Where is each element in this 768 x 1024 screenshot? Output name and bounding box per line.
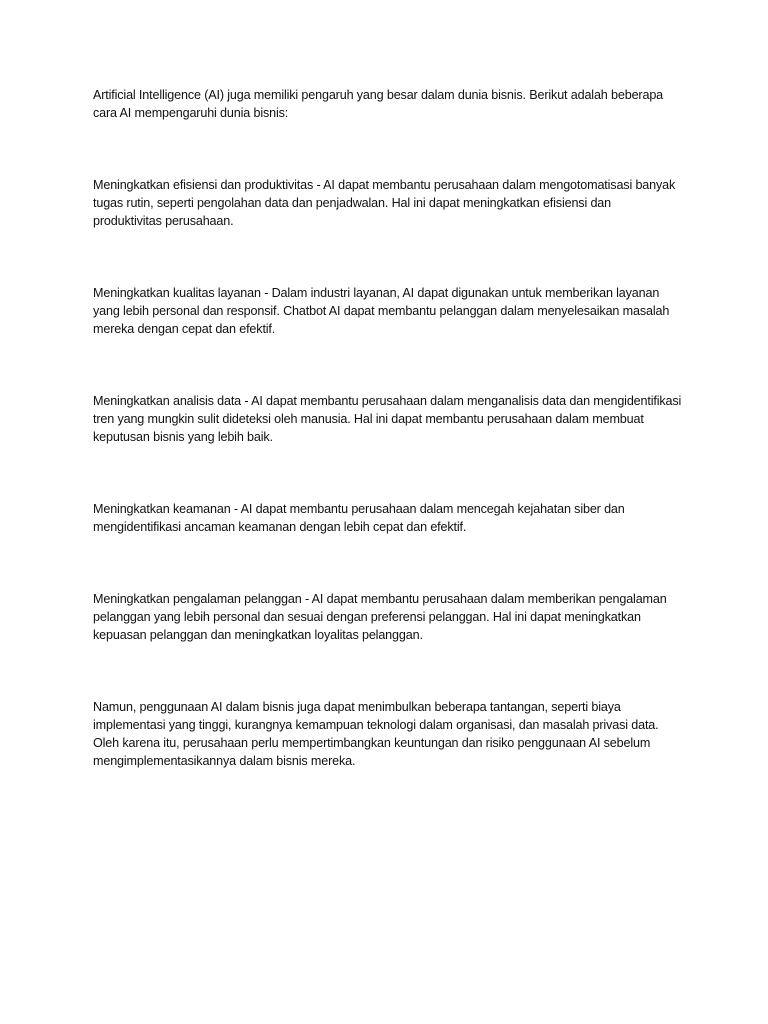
document-body	[93, 86, 683, 770]
conclusion-paragraph: Namun, penggunaan AI dalam bisnis juga dapat menimbulkan beberapa tantangan, seperti biaya implementasi yang tinggi, kurangnya kemampuan teknologi dalam organisasi, dan masalah privasi data. Oleh karena itu, perusahaan perlu mempertimbangkan keuntungan dan risiko penggunaan AI sebelum mengimplementasikannya dalam bisnis mereka.	[93, 700, 659, 768]
efficiency-paragraph: Meningkatkan efisiensi dan produktivitas - AI dapat membantu perusahaan dalam mengotomatisasi banyak tugas rutin, seperti pengolahan data dan penjadwalan. Hal ini dapat meningkatkan efisiensi dan produktivitas perusahaan.	[93, 178, 676, 228]
customer-experience-paragraph: Meningkatkan pengalaman pelanggan - AI dapat membantu perusahaan dalam memberikan pengalaman pelanggan yang lebih personal dan sesuai dengan preferensi pelanggan. Hal ini dapat meningkatkan kepuasan pelanggan dan meningkatkan loyalitas pelanggan.	[93, 592, 667, 642]
security-paragraph: Meningkatkan keamanan - AI dapat membantu perusahaan dalam mencegah kejahatan siber dan mengidentifikasi ancaman keamanan dengan lebih cepat dan efektif.	[93, 502, 625, 534]
service-quality-paragraph: Meningkatkan kualitas layanan - Dalam industri layanan, AI dapat digunakan untuk memberikan layanan yang lebih personal dan responsif. Chatbot AI dapat membantu pelanggan dalam menyelesaikan masalah mereka dengan cepat dan efektif.	[93, 286, 670, 336]
data-analysis-paragraph: Meningkatkan analisis data - AI dapat membantu perusahaan dalam menganalisis data dan mengidentifikasi tren yang mungkin sulit dideteksi oleh manusia. Hal ini dapat membantu perusahaan dalam membuat keputusan bisnis yang lebih baik.	[93, 394, 682, 444]
intro-paragraph: Artificial Intelligence (AI) juga memiliki pengaruh yang besar dalam dunia bisnis. Berikut adalah beberapa cara AI mempengaruhi dunia bisnis:	[93, 88, 664, 120]
